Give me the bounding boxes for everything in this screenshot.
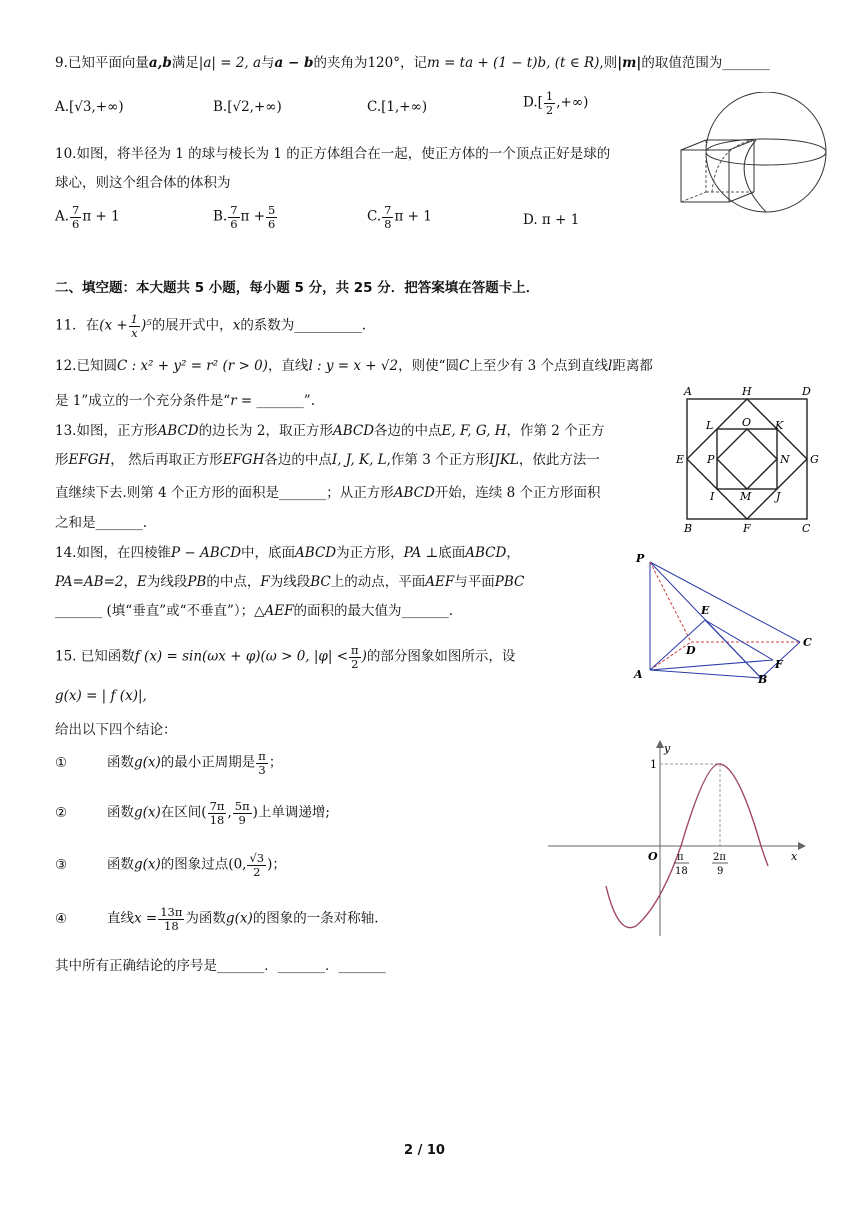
- q15-conclusion-1: ① 函数g(x)的最小正周期是 $\frac{\pi}{3}$ ；: [55, 749, 283, 777]
- q10-option-b: B. $\frac{7}{6}$ π + $\frac{5}{6}$: [213, 203, 276, 231]
- page-number: 2 / 10: [404, 1143, 445, 1158]
- function-graph-figure: [548, 736, 818, 936]
- fraction: $\frac{7\pi}{18}$: [209, 799, 225, 827]
- q15-closing: 其中所有正确结论的序号是_______．_______．_______: [55, 958, 386, 974]
- q10-option-d: D. π + 1: [523, 212, 580, 228]
- q13-stem-line3: 直继续下去.则第 4 个正方形的面积是_______；从正方形ABCD开始，连续 8 个正方形面积: [55, 485, 601, 501]
- fraction: $\frac{\pi}{3}$: [258, 749, 266, 777]
- q12-stem-line1: 12.已知圆C : x² + y² = r² (r > 0)，直线l : y = x + √2，则使“圆C上至少有 3 个点到直线l距离都: [55, 358, 653, 374]
- q11-stem: 11．在(x + $\frac{1}{x}$ )⁵的展开式中，x的系数为__________.: [55, 312, 367, 340]
- q10-stem-line1: 10.如图，将半径为 1 的球与棱长为 1 的正方体组合在一起，使正方体的一个顶点正好是球的: [55, 146, 611, 162]
- q13-stem-line2: 形EFGH， 然后再取正方形EFGH各边的中点I, J, K, L,作第 3 个正方形IJKL，依此方法一: [55, 452, 600, 468]
- graph-y-label: y: [664, 742, 671, 755]
- q15-conclusion-2: ② 函数g(x)在区间( $\frac{7\pi}{18}$ , $\frac{5\pi}{9}$ )上单调递增;: [55, 799, 330, 827]
- q10-option-a: A. $\frac{7}{6}$ π + 1: [55, 203, 120, 231]
- pyramid-label-c: C: [803, 636, 812, 649]
- fraction: $\frac{1}{x}$: [130, 312, 138, 340]
- square-label-h: H: [742, 385, 752, 398]
- graph-x-label: x: [791, 850, 798, 863]
- pyramid-label-a: A: [634, 668, 643, 681]
- square-label-g: G: [810, 453, 819, 466]
- fraction: $\frac{1}{2}$: [545, 89, 554, 117]
- graph-x-tick2-num: 2π: [713, 852, 726, 863]
- section-heading: 二、填空题：本大题共 5 小题，每小题 5 分，共 25 分．把答案填在答题卡上．: [55, 280, 540, 296]
- sphere-cube-figure: [676, 92, 856, 222]
- q15-stem-line3: 给出以下四个结论：: [55, 722, 177, 738]
- square-label-d: D: [802, 385, 811, 398]
- graph-x-tick2-den: 9: [717, 866, 724, 877]
- q15-stem-line1: 15. 已知函数f (x) = sin(ωx + φ)(ω > 0, |φ| < $\frac{\pi}{2}$ )的部分图象如图所示，设: [55, 643, 516, 671]
- q14-stem-line3: _______ (填“垂直”或“不垂直”）；△AEF的面积的最大值为_______.: [55, 603, 454, 619]
- graph-x-tick1-den: 18: [675, 866, 688, 877]
- fraction: $\frac{13\pi}{18}$: [160, 905, 183, 933]
- pyramid-label-d: D: [686, 644, 696, 657]
- q9-option-d: D.[ $\frac{1}{2}$ ,+∞): [523, 89, 589, 117]
- graph-x-tick1-num: π: [677, 852, 684, 863]
- q13-stem-line4: 之和是_______.: [55, 515, 148, 531]
- square-label-m: M: [740, 490, 752, 503]
- q9-option-a: A.[√3,+∞): [55, 99, 124, 115]
- pyramid-figure: [628, 550, 818, 685]
- fraction: $\frac{7}{6}$: [230, 203, 238, 231]
- q9-option-b: B.[√2,+∞): [213, 99, 282, 115]
- square-label-j: J: [776, 490, 781, 503]
- pyramid-label-e: E: [701, 604, 710, 617]
- fraction: $\frac{7}{6}$: [72, 203, 80, 231]
- q12-stem-line2: 是 1”成立的一个充分条件是“r = _______”.: [55, 393, 315, 409]
- pyramid-label-f: F: [775, 658, 783, 671]
- fraction: $\frac{5}{6}$: [268, 203, 276, 231]
- square-label-c: C: [802, 522, 811, 534]
- q15-conclusion-3: ③ 函数g(x)的图象过点(0, $\frac{√3}{2}$ )；: [55, 851, 286, 879]
- square-label-p: P: [707, 453, 715, 466]
- q9-stem: 9.已知平面向量a,b满足|a| = 2, a与a − b的夹角为120°，记m = ta + (1 − t)b, (t ∈ R),则|m|的取值范围为_______: [55, 55, 770, 71]
- square-label-o: O: [742, 416, 752, 429]
- square-label-l: L: [706, 419, 714, 432]
- pyramid-label-p: P: [636, 552, 645, 565]
- graph-y-tick: 1: [650, 758, 657, 771]
- square-label-k: K: [775, 419, 784, 432]
- square-label-a: A: [684, 385, 692, 398]
- fraction: $\frac{5\pi}{9}$: [234, 799, 250, 827]
- pyramid-label-b: B: [758, 673, 768, 685]
- q14-stem-line2: PA=AB=2，E为线段PB的中点，F为线段BC上的动点，平面AEF与平面PBC: [55, 574, 525, 590]
- q10-option-c: C. $\frac{7}{8}$ π + 1: [367, 203, 432, 231]
- q10-stem-line2: 球心，则这个组合体的体积为: [55, 175, 231, 191]
- square-label-e: E: [676, 453, 685, 466]
- q9-option-c: C.[1,+∞): [367, 99, 428, 115]
- square-label-f: F: [743, 522, 751, 534]
- q15-stem-line2: g(x) = | f (x)|,: [55, 688, 147, 704]
- square-label-b: B: [684, 522, 693, 534]
- square-label-i: I: [710, 490, 715, 503]
- graph-origin-label: O: [648, 850, 658, 863]
- nested-squares-figure: [672, 384, 822, 534]
- fraction: $\frac{7}{8}$: [384, 203, 392, 231]
- q14-stem-line1: 14.如图，在四棱锥P − ABCD中，底面ABCD为正方形，PA ⊥底面ABCD，: [55, 545, 520, 561]
- fraction: $\frac{√3}{2}$: [249, 851, 265, 879]
- q13-stem-line1: 13.如图，正方形ABCD的边长为 2，取正方形ABCD各边的中点E, F, G, H，作第 2 个正方: [55, 423, 605, 439]
- fraction: $\frac{\pi}{2}$: [351, 643, 359, 671]
- q15-conclusion-4: ④ 直线x = $\frac{13\pi}{18}$ 为函数g(x)的图象的一条对称轴.: [55, 905, 379, 933]
- square-label-n: N: [780, 453, 790, 466]
